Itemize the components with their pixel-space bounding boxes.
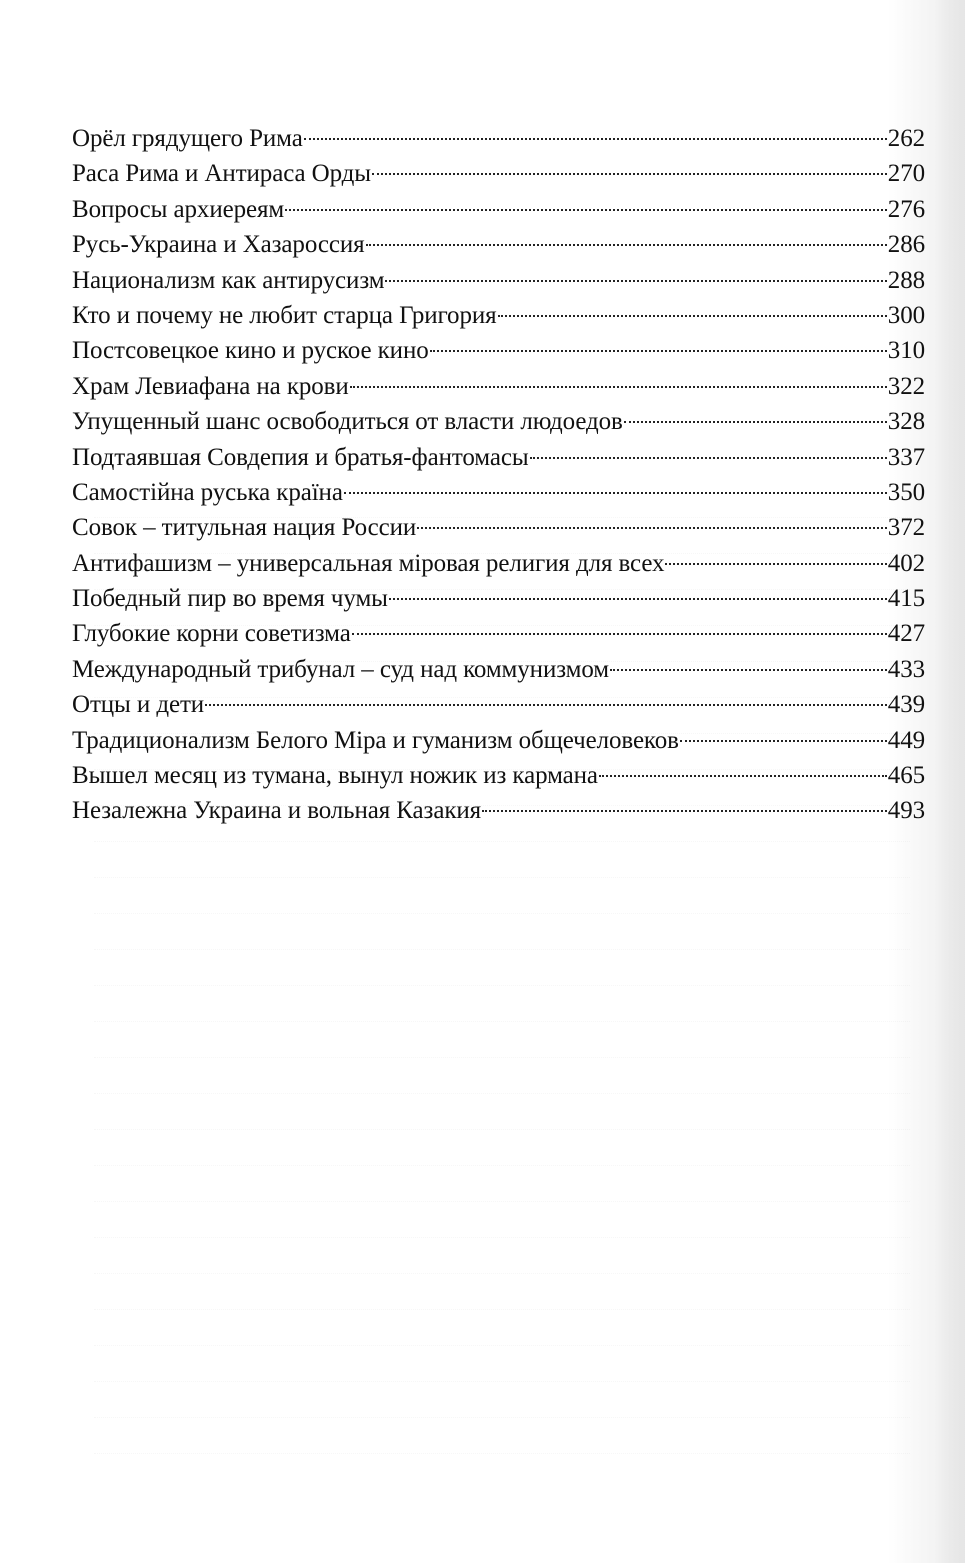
dot-leader <box>665 563 886 565</box>
toc-entry-title: Совок – титульная нация России <box>72 514 417 542</box>
dot-leader <box>372 173 887 175</box>
show-through-line <box>94 1310 910 1346</box>
toc-entry <box>72 758 925 793</box>
toc-entry-page-number: 276 <box>887 195 925 223</box>
toc-entry <box>72 616 925 651</box>
toc-entry-title: Традиционализм Белого Міра и гуманизм общечеловеков <box>72 726 679 754</box>
toc-entry-page-number: 439 <box>887 691 925 719</box>
show-through-line <box>94 1130 910 1166</box>
table-of-contents <box>72 121 925 829</box>
toc-entry-page-number: 415 <box>887 585 925 613</box>
toc-entry-title: Глубокие корни советизма <box>72 620 351 648</box>
toc-entry-page-number: 286 <box>887 231 925 259</box>
toc-entry-page-number: 493 <box>887 797 925 825</box>
dot-leader <box>205 704 887 706</box>
toc-entry <box>72 652 925 687</box>
toc-entry-page-number: 402 <box>887 549 925 577</box>
dot-leader <box>430 350 887 352</box>
show-through-line <box>94 1166 910 1202</box>
toc-entry-page-number: 350 <box>887 478 925 506</box>
toc-entry-title: Упущенный шанс освободиться от власти людоедов <box>72 408 623 436</box>
toc-entry <box>72 369 925 404</box>
dot-leader <box>344 492 887 494</box>
show-through-line <box>94 914 910 950</box>
toc-entry-page-number: 310 <box>887 337 925 365</box>
toc-entry-title: Незалежна Украина и вольная Казакия <box>72 797 482 825</box>
toc-entry-title: Орёл грядущего Рима <box>72 125 303 152</box>
toc-entry-title: Отцы и дети <box>72 691 205 719</box>
toc-entry-title: Подтаявшая Совдепия и братья-фантомасы <box>72 443 529 471</box>
toc-entry <box>72 687 925 722</box>
toc-entry-title: Самостійна руська країна <box>72 478 343 506</box>
toc-entry <box>72 121 925 156</box>
toc-entry <box>72 510 925 545</box>
toc-entry <box>72 793 925 828</box>
toc-entry-title: Кто и почему не любит старца Григория <box>72 301 497 329</box>
toc-entry <box>72 333 925 368</box>
toc-entry <box>72 546 925 581</box>
toc-entry-page-number: 300 <box>887 301 925 329</box>
dot-leader <box>599 775 887 777</box>
show-through-line <box>94 1274 910 1310</box>
toc-entry <box>72 192 925 227</box>
show-through-line <box>94 1094 910 1130</box>
toc-entry-page-number: 372 <box>887 514 925 542</box>
toc-entry-title: Вышел месяц из тумана, вынул ножик из кармана <box>72 762 598 790</box>
toc-entry <box>72 581 925 616</box>
show-through-line <box>94 1382 910 1418</box>
show-through-line <box>94 842 910 878</box>
toc-entry-title: Постсовецкое кино и руское кино <box>72 337 429 365</box>
dot-leader <box>530 457 887 459</box>
toc-entry-page-number: 322 <box>887 372 925 400</box>
toc-entry-page-number: 337 <box>887 443 925 471</box>
show-through-line <box>94 1202 910 1238</box>
toc-entry <box>72 475 925 510</box>
toc-entry-title: Вопросы архиереям <box>72 195 285 223</box>
toc-entry-page-number: 465 <box>887 762 925 790</box>
toc-entry <box>72 298 925 333</box>
toc-entry-title: Раса Рима и Антираса Орды <box>72 160 371 188</box>
toc-entry-title: Национализм как антирусизм <box>72 266 385 294</box>
dot-leader <box>350 386 887 388</box>
dot-leader <box>304 138 887 140</box>
toc-entry-title: Антифашизм – универсальная міровая религия для всех <box>72 549 665 577</box>
show-through-line <box>94 986 910 1022</box>
show-through-line <box>94 1022 910 1058</box>
dot-leader <box>624 421 887 423</box>
page-edge-shadow <box>935 0 965 1563</box>
toc-entry-title: Храм Левиафана на крови <box>72 372 349 400</box>
toc-entry-title: Русь-Украина и Хазароссия <box>72 231 365 259</box>
dot-leader <box>285 209 887 211</box>
toc-entry-page-number: 288 <box>887 266 925 294</box>
toc-entry-page-number: 270 <box>887 160 925 188</box>
dot-leader <box>610 669 887 671</box>
dot-leader <box>417 527 887 529</box>
show-through-line <box>94 1418 910 1454</box>
dot-leader <box>366 244 887 246</box>
toc-entry <box>72 227 925 262</box>
toc-entry-title: Международный трибунал – суд над коммунизмом <box>72 655 610 683</box>
show-through-line <box>94 1238 910 1274</box>
show-through-line <box>94 1058 910 1094</box>
dot-leader <box>680 740 887 742</box>
toc-entry <box>72 440 925 475</box>
toc-entry <box>72 404 925 439</box>
toc-entry-title: Победный пир во время чумы <box>72 585 388 613</box>
dot-leader <box>498 315 887 317</box>
toc-entry <box>72 156 925 191</box>
show-through-line <box>94 1346 910 1382</box>
toc-entry-page-number: 433 <box>887 655 925 683</box>
toc-entry-page-number: 328 <box>887 408 925 436</box>
toc-entry-page-number: 262 <box>887 125 925 152</box>
toc-entry <box>72 723 925 758</box>
toc-entry-page-number: 427 <box>887 620 925 648</box>
dot-leader <box>389 598 887 600</box>
show-through-line <box>94 950 910 986</box>
show-through-line <box>94 878 910 914</box>
toc-entry-page-number: 449 <box>887 726 925 754</box>
dot-leader <box>482 810 887 812</box>
dot-leader <box>352 633 887 635</box>
toc-entry <box>72 263 925 298</box>
dot-leader <box>385 280 886 282</box>
